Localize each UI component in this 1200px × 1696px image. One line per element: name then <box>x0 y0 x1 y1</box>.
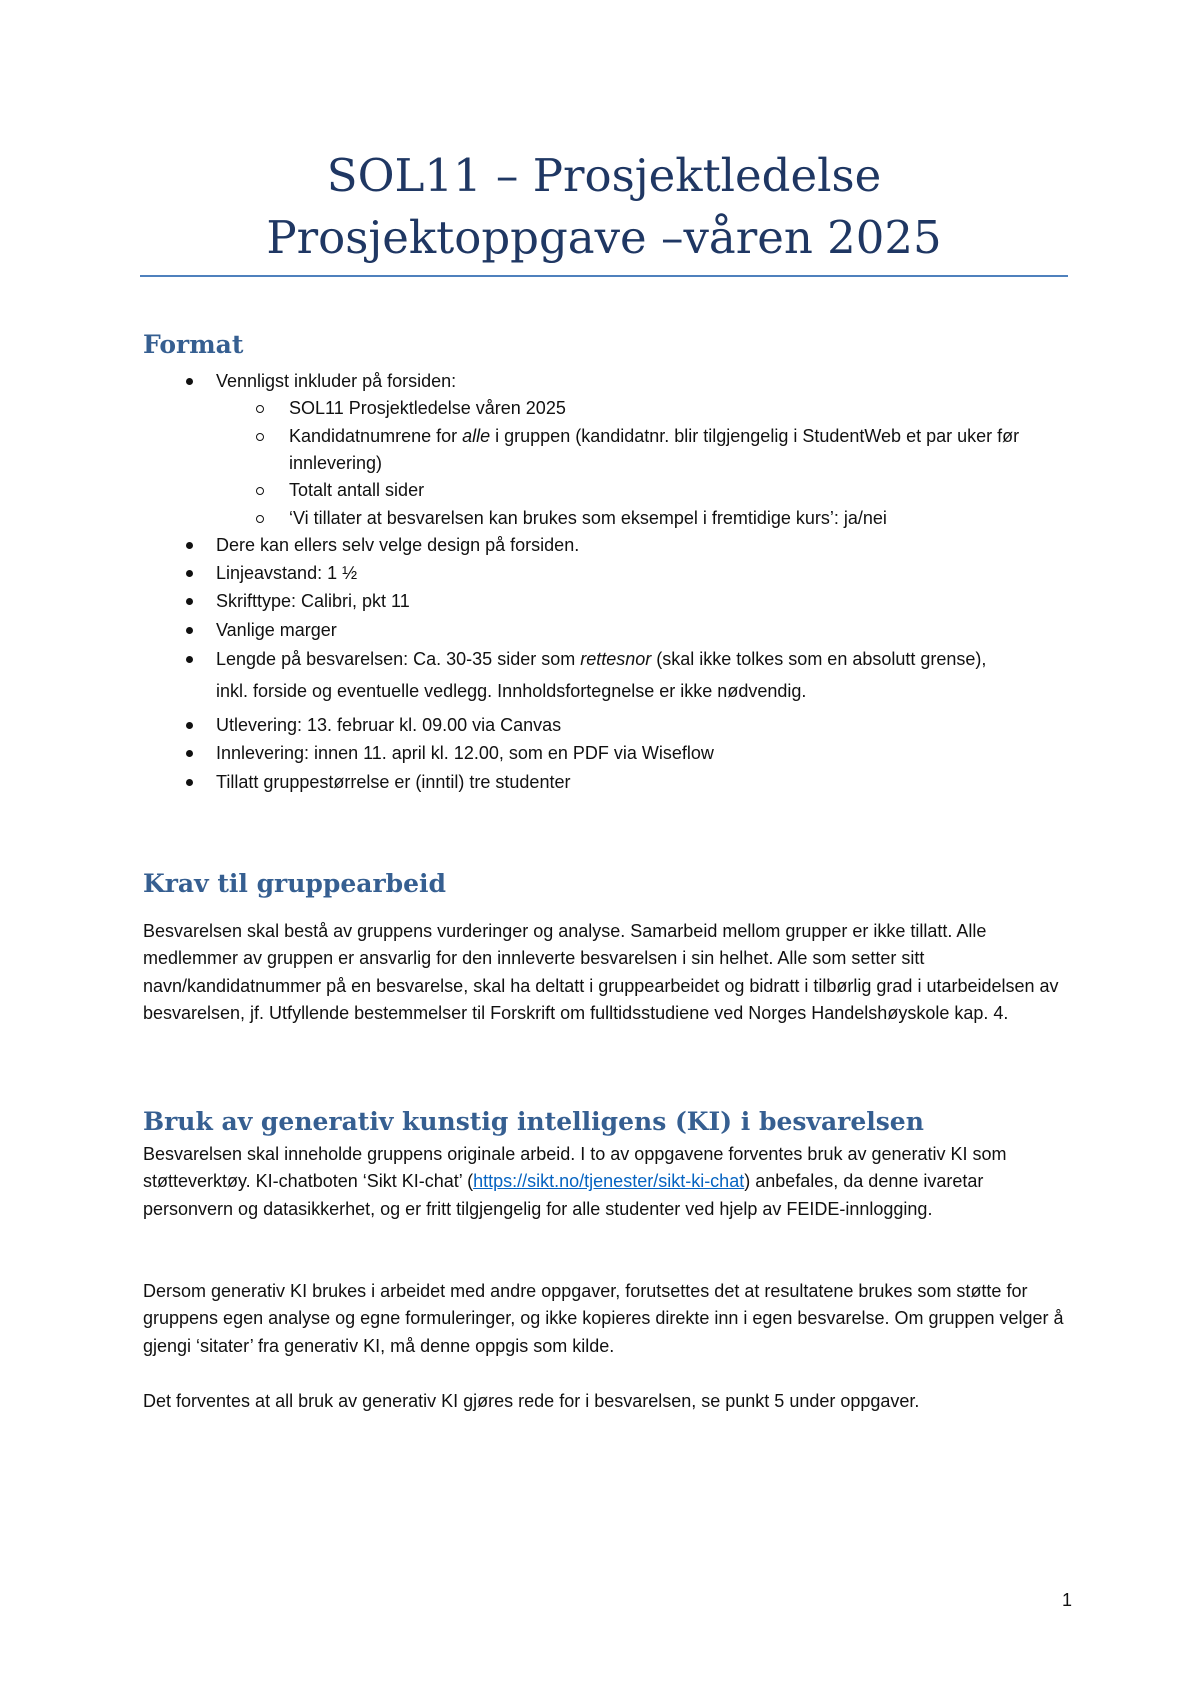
ki-paragraph-2: Dersom generativ KI brukes i arbeidet med andre oppgaver, forutsettes det at resultatene brukes som støtte for gruppens egen analyse og egne formuleringer, og ikke kopieres direkte inn i egen besvarelse. Om gruppen velger å gjengi ‘sitater’ fra generativ KI, må denne oppgis som kilde. <box>143 1281 1064 1356</box>
bullet-text: Dere kan ellers selv velge design på forsiden. <box>216 535 580 555</box>
sub-bullet-icon <box>256 487 264 495</box>
sub-bullet-text: SOL11 Prosjektledelse våren 2025 <box>289 398 566 418</box>
bullet-text: Tillatt gruppestørrelse er (inntil) tre studenter <box>216 772 571 792</box>
ki-paragraph-1 <box>143 1141 1073 1223</box>
emphasis-text: rettesnor <box>580 649 652 669</box>
section-heading-format: Format <box>143 330 244 359</box>
emphasis-text: alle <box>462 426 491 446</box>
section-heading-krav: Krav til gruppearbeid <box>143 869 447 898</box>
bullet-icon <box>186 750 193 757</box>
bullet-text: Vennligst inkluder på forsiden: <box>216 371 457 391</box>
text-run: (skal ikke tolkes som en absolutt grense), <box>651 649 987 669</box>
text-run: i gruppen (kandidatnr. blir tilgjengelig i StudentWeb et par uker før innlevering) <box>289 426 1020 474</box>
text-run: ) anbefales, da denne ivaretar personvern og datasikkerhet, og er fritt tilgjengelig for alle studenter ved hjelp av FEIDE-innlogging. <box>143 1171 984 1219</box>
bullet-text: Innlevering: innen 11. april kl. 12.00, som en PDF via Wiseflow <box>216 743 714 763</box>
krav-paragraph: Besvarelsen skal bestå av gruppens vurderinger og analyse. Samarbeid mellom grupper er ikke tillatt. Alle medlemmer av gruppen er ansvarlig for den innleverte besvarelsen i sin helhet. Alle som setter sitt navn/kandidatnummer på en besvarelse, skal ha deltatt i gruppearbeidet og bidratt i tilbørlig grad i utarbeidelsen av besvarelsen, jf. Utfyllende bestemmelser til Forskrift om fulltidsstudiene ved Norges Handelshøyskole kap. 4. <box>143 921 1059 1023</box>
text-run: Kandidatnumrene for <box>289 426 463 446</box>
bullet-text: Skrifttype: Calibri, pkt 11 <box>216 591 410 611</box>
text-run: Lengde på besvarelsen: Ca. 30-35 sider som <box>216 649 581 669</box>
sub-bullet-text: ‘Vi tillater at besvarelsen kan brukes som eksempel i fremtidige kurs’: ja/nei <box>289 508 887 528</box>
sub-bullet-icon <box>256 405 264 413</box>
ki-paragraph-3: Det forventes at all bruk av generativ KI gjøres rede for i besvarelsen, se punkt 5 under oppgaver. <box>143 1391 920 1411</box>
sub-bullet-icon <box>256 515 264 523</box>
bullet-icon <box>186 627 193 634</box>
bullet-icon <box>186 570 193 577</box>
title-line-2: Prosjektoppgave –våren 2025 <box>266 211 942 264</box>
page-number: 1 <box>1061 1590 1072 1610</box>
section-heading-ki: Bruk av generativ kunstig intelligens (KI) i besvarelsen <box>143 1107 924 1136</box>
bullet-icon <box>186 656 193 663</box>
document-title <box>140 145 1068 269</box>
sikt-ki-chat-link[interactable]: https://sikt.no/tjenester/sikt-ki-chat <box>473 1171 745 1192</box>
bullet-icon <box>186 542 193 549</box>
bullet-icon <box>186 598 193 605</box>
sub-bullet-icon <box>256 433 264 441</box>
title-line-1: SOL11 – Prosjektledelse <box>326 149 882 202</box>
bullet-icon <box>186 378 193 385</box>
bullet-text: Linjeavstand: 1 ½ <box>216 563 358 583</box>
title-underline <box>140 275 1068 277</box>
text-run: inkl. forside og eventuelle vedlegg. Innholdsfortegnelse er ikke nødvendig. <box>216 681 807 701</box>
bullet-text: Utlevering: 13. februar kl. 09.00 via Canvas <box>216 715 562 735</box>
sub-bullet-text <box>289 423 1069 478</box>
bullet-icon <box>186 779 193 786</box>
text-run: Besvarelsen skal inneholde gruppens originale arbeid. I to av oppgavene forventes bruk av generativ KI som støtteverktøy. KI-chatboten ‘Sikt KI-chat’ ( <box>143 1144 1007 1192</box>
bullet-text: Vanlige marger <box>216 620 337 640</box>
bullet-text <box>216 643 1068 707</box>
bullet-icon <box>186 722 193 729</box>
sub-bullet-text: Totalt antall sider <box>289 480 425 500</box>
